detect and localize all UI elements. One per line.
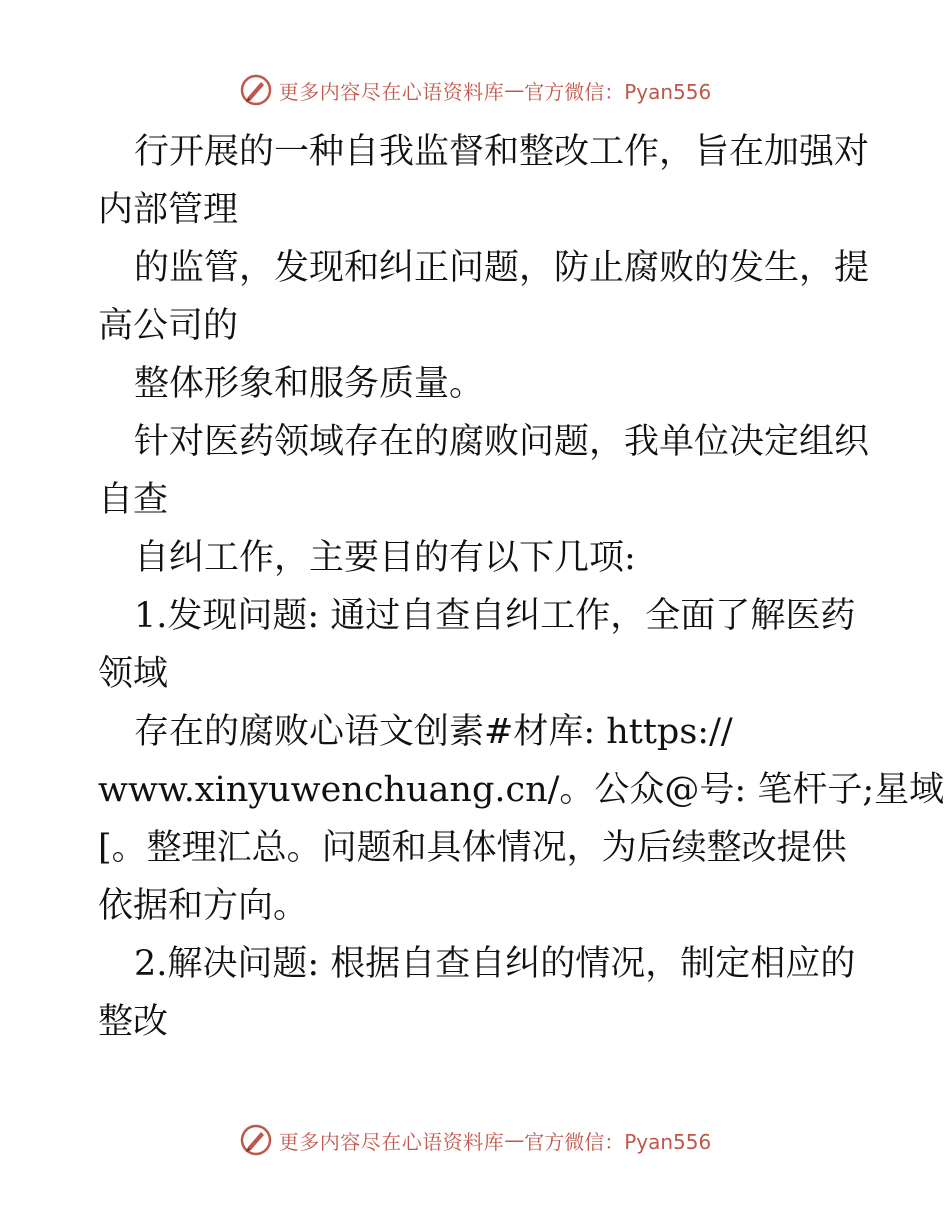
pen-logo-icon [239, 1123, 273, 1157]
body-line-5: 整体形象和服务质量。 [134, 364, 485, 404]
footer-watermark [0, 1120, 950, 1160]
body-line-6: 针对医药领域存在的腐败问题，我单位决定组织 [134, 422, 870, 462]
footer-brand: 更多内容尽在心语资料库 [278, 1129, 505, 1154]
header-watermark [0, 70, 950, 110]
body-line-2: 内部管理 [98, 190, 239, 230]
pen-logo-icon [239, 73, 273, 107]
body-line-12: www.xinyuwenchuang.cn/。公众@号: 笔杆子;星域 [98, 770, 945, 810]
body-line-16: 整改 [98, 1002, 169, 1042]
header-separator: — [504, 78, 525, 102]
header-brand: 更多内容尽在心语资料库 [278, 79, 505, 104]
body-line-7: 自查 [98, 480, 169, 520]
body-line-8: 自纠工作，主要目的有以下几项: [134, 538, 636, 578]
footer-separator: — [504, 1128, 525, 1152]
body-line-14: 依据和方向。 [98, 886, 309, 926]
body-line-1: 行开展的一种自我监督和整改工作，旨在加强对 [134, 132, 870, 172]
body-line-9: 1.发现问题: 通过自查自纠工作，全面了解医药 [134, 596, 856, 636]
body-line-13: [。整理汇总。问题和具体情况，为后续整改提供 [98, 828, 847, 868]
body-line-11: 存在的腐败心语文创素#材库: https:// [134, 712, 733, 752]
body-line-4: 高公司的 [98, 306, 239, 346]
body-line-10: 领域 [98, 654, 169, 694]
header-subtitle: 官方微信：Pyan556 [524, 79, 712, 104]
document-body [98, 123, 945, 1051]
body-line-3: 的监管，发现和纠正问题，防止腐败的发生，提 [134, 248, 870, 288]
footer-subtitle: 官方微信：Pyan556 [524, 1129, 712, 1154]
body-line-15: 2.解决问题: 根据自查自纠的情况，制定相应的 [134, 944, 856, 984]
